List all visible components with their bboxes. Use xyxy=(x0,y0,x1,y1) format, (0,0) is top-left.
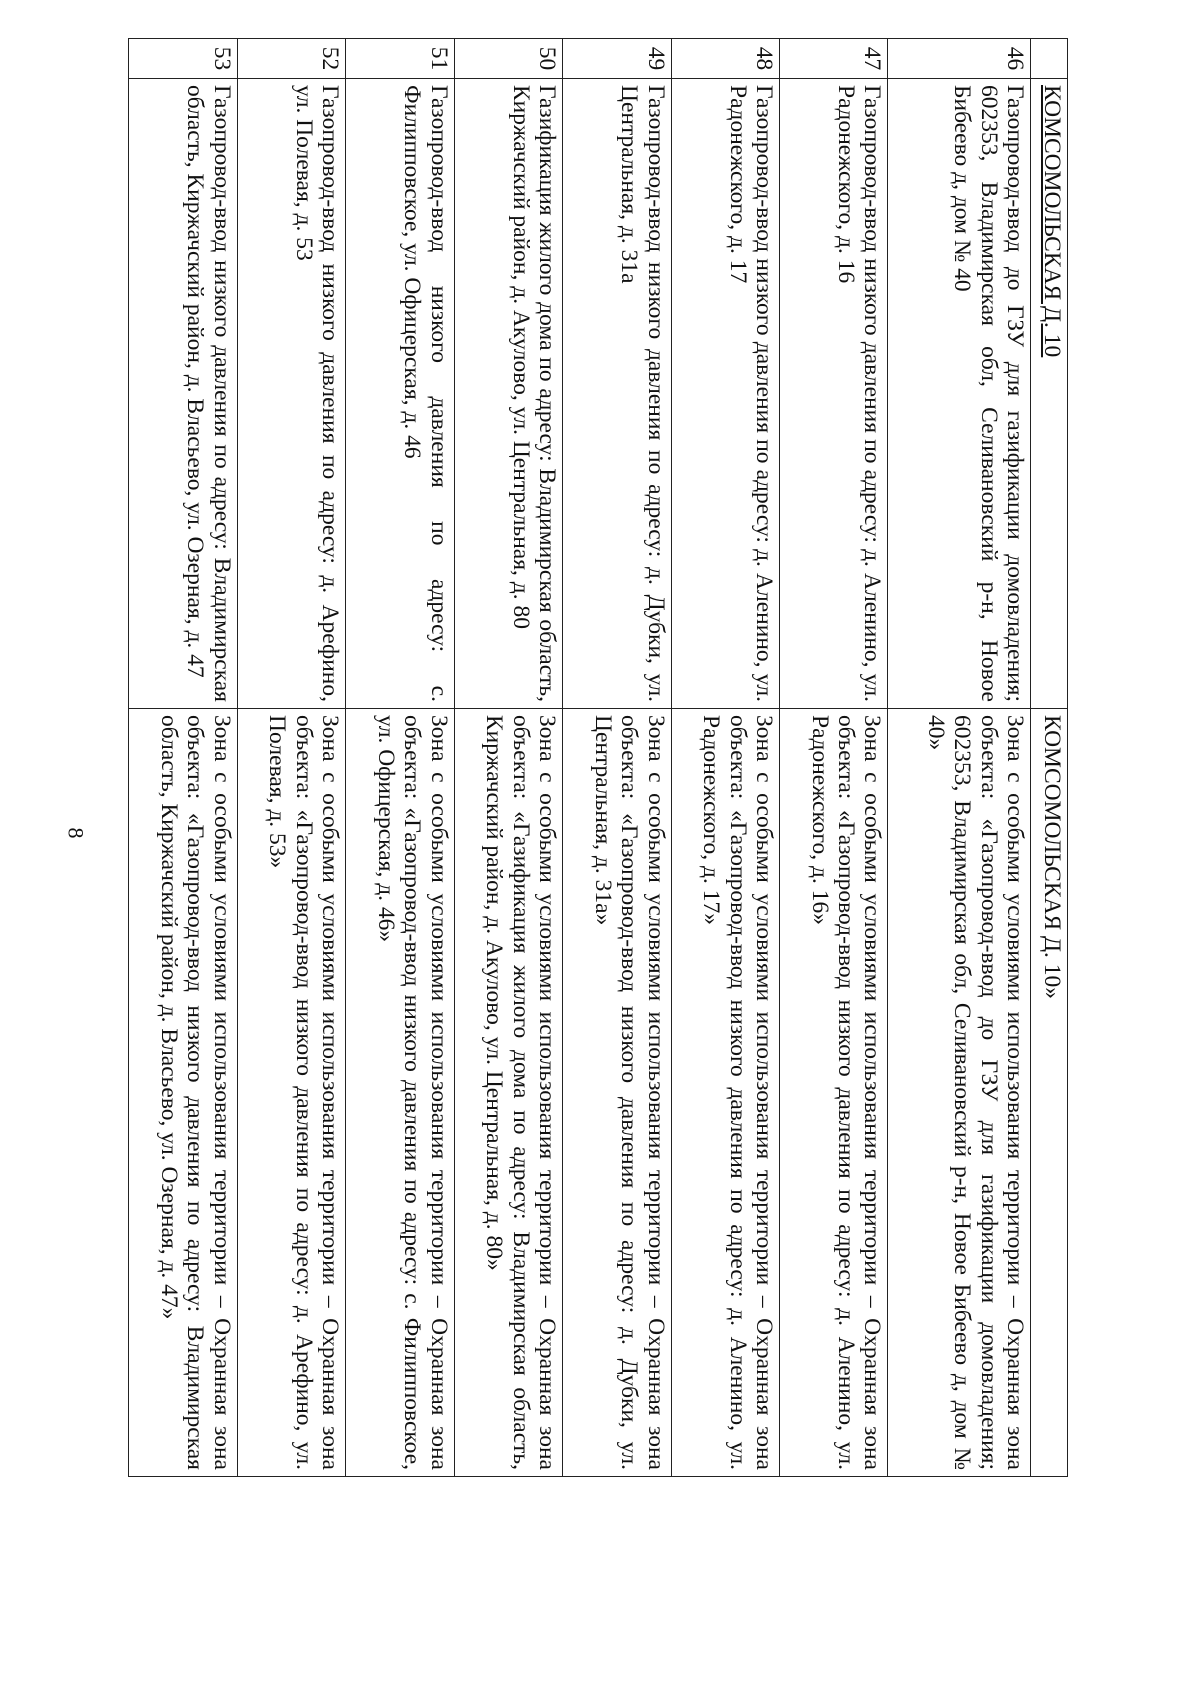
zone-description: Зона с особыми условиями использования территории – Охранная зона объекта: «Газопровод-ввод низкого давления по адресу: Владимирская область, Киржачский район, д. Власьево, ул. Озерная, д. 47» xyxy=(129,709,238,1477)
row-number: 46 xyxy=(888,39,1031,79)
header-num-cell xyxy=(1031,39,1068,79)
row-number: 48 xyxy=(671,39,779,79)
zones-table xyxy=(128,38,1068,1477)
row-number: 47 xyxy=(780,39,888,79)
zone-description: Зона с особыми условиями использования территории – Охранная зона объекта: «Газопровод-ввод низкого давления по адресу: д. Дубки, ул. Центральная, д. 31а» xyxy=(563,709,671,1477)
object-description: Газификация жилого дома по адресу: Владимирская область, Киржачский район, д. Акулово, ул. Центральная, д. 80 xyxy=(454,79,562,709)
page-number: 8 xyxy=(63,827,89,839)
table-row xyxy=(780,39,888,1477)
row-number: 50 xyxy=(454,39,562,79)
rotated-table-wrapper xyxy=(128,38,1068,1476)
row-number: 49 xyxy=(563,39,671,79)
object-description: Газопровод-ввод низкого давления по адресу: Владимирская область, Киржачский район, д. Власьево, ул. Озерная, д. 47 xyxy=(129,79,238,709)
row-number: 52 xyxy=(237,39,345,79)
table-row xyxy=(346,39,454,1477)
section-header-row xyxy=(1031,39,1068,1477)
table-row xyxy=(888,39,1031,1477)
zone-description: Зона с особыми условиями использования территории – Охранная зона объекта: «Газопровод-ввод низкого давления по адресу: с. Филипповское, ул. Офицерская, д. 46» xyxy=(346,709,454,1477)
header-zone-cell: КОМСОМОЛЬСКАЯ Д. 10» xyxy=(1031,709,1068,1477)
zone-description: Зона с особыми условиями использования территории – Охранная зона объекта: «Газопровод-ввод низкого давления по адресу: д. Арефино, ул. Полевая, д. 53» xyxy=(237,709,345,1477)
table-row xyxy=(454,39,562,1477)
zone-description: Зона с особыми условиями использования территории – Охранная зона объекта: «Газопровод-ввод до ГЗУ для газификации домовладения; 602353, Владимирская обл, Селивановский р-н, Новое Бибеево д, дом № 40» xyxy=(888,709,1031,1477)
zone-description: Зона с особыми условиями использования территории – Охранная зона объекта: «Газопровод-ввод низкого давления по адресу: д. Аленино, ул. Радонежского, д. 17» xyxy=(671,709,779,1477)
object-description: Газопровод-ввод низкого давления по адресу: д. Аленино, ул. Радонежского, д. 16 xyxy=(780,79,888,709)
row-number: 53 xyxy=(129,39,238,79)
table-row xyxy=(129,39,238,1477)
object-description: Газопровод-ввод до ГЗУ для газификации домовладения; 602353, Владимирская обл, Селивановский р-н, Новое Бибеево д, дом № 40 xyxy=(888,79,1031,709)
object-description: Газопровод-ввод низкого давления по адресу: с. Филипповское, ул. Офицерская, д. 46 xyxy=(346,79,454,709)
object-description: Газопровод-ввод низкого давления по адресу: д. Дубки, ул. Центральная, д. 31а xyxy=(563,79,671,709)
table-row xyxy=(563,39,671,1477)
header-object-cell: КОМСОМОЛЬСКАЯ Д. 10 xyxy=(1031,79,1068,709)
object-description: Газопровод-ввод низкого давления по адресу: д. Арефино, ул. Полевая, д. 53 xyxy=(237,79,345,709)
zone-description: Зона с особыми условиями использования территории – Охранная зона объекта: «Газификация жилого дома по адресу: Владимирская область, Киржачский район, д. Акулово, ул. Центральная, д. 80» xyxy=(454,709,562,1477)
object-description: Газопровод-ввод низкого давления по адресу: д. Аленино, ул. Радонежского, д. 17 xyxy=(671,79,779,709)
zone-description: Зона с особыми условиями использования территории – Охранная зона объекта: «Газопровод-ввод низкого давления по адресу: д. Аленино, ул. Радонежского, д. 16» xyxy=(780,709,888,1477)
row-number: 51 xyxy=(346,39,454,79)
table-row xyxy=(671,39,779,1477)
table-row xyxy=(237,39,345,1477)
